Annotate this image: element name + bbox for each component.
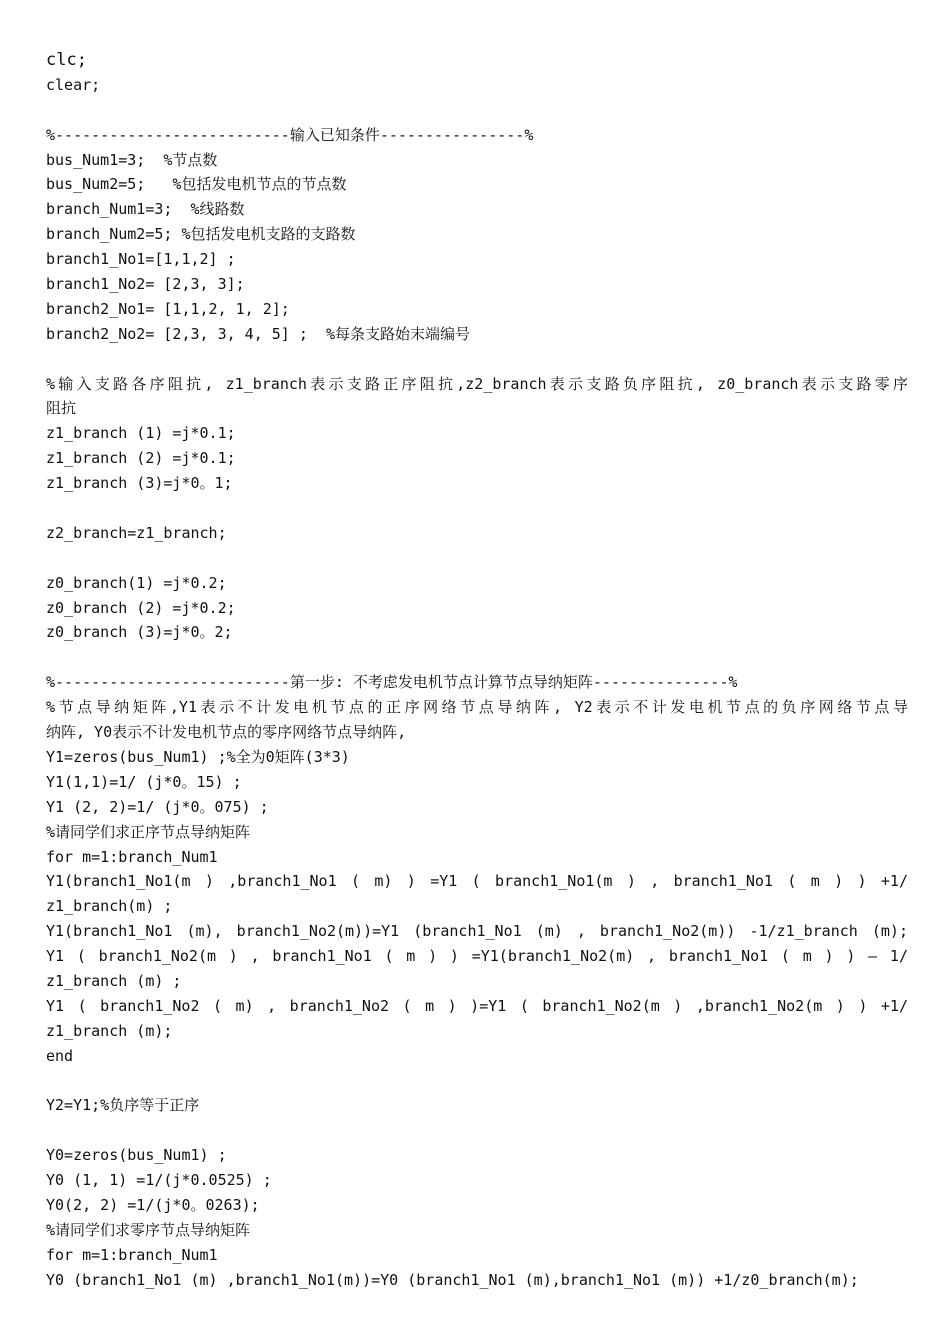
blank-line [46, 98, 908, 123]
code-line: z1_branch (3)=j*0。1; [46, 474, 233, 493]
code-line: z2_branch=z1_branch; [46, 523, 227, 542]
comment-line: %输入支路各序阻抗, z1_branch表示支路正序阻抗,z2_branch表示支路负序阻抗, z0_branch表示支路零序 [46, 374, 908, 393]
code-line: Y2=Y1;%负序等于正序 [46, 1096, 200, 1115]
code-line: Y0=zeros(bus_Num1) ; [46, 1146, 227, 1165]
code-line: branch2_No2= [2,3, 3, 4, 5] ; %每条支路始末端编号 [46, 324, 470, 343]
comment-line: %请同学们求零序节点导纳矩阵 [46, 1220, 251, 1239]
code-line: Y1 ( branch1_No2(m ) , branch1_No1 ( m ) ) =Y1(branch1_No2(m) , branch1_No1 ( m ) ) — 1/ [46, 947, 908, 966]
code-line: branch2_No1= [1,1,2, 1, 2]; [46, 299, 290, 318]
comment-line: 纳阵, Y0表示不计发电机节点的零序网络节点导纳阵, [46, 723, 407, 742]
blank-line [46, 1118, 908, 1143]
code-line: Y1(1,1)=1/ (j*0。15) ; [46, 772, 242, 791]
code-line: for m=1:branch_Num1 [46, 847, 218, 866]
code-line: for m=1:branch_Num1 [46, 1245, 218, 1264]
code-line: z1_branch (2) =j*0.1; [46, 449, 236, 468]
code-line: branch_Num1=3; %线路数 [46, 200, 245, 219]
blank-line [46, 645, 908, 670]
code-line: z1_branch (m); [46, 1021, 173, 1040]
code-line: Y0 (1, 1) =1/(j*0.0525) ; [46, 1171, 272, 1190]
comment-line: 阻抗 [46, 399, 77, 418]
code-line: Y1(branch1_No1(m ) ,branch1_No1 ( m) ) =Y1 ( branch1_No1(m ) , branch1_No1 ( m ) ) +1/ [46, 872, 908, 891]
comment-line: %节点导纳矩阵,Y1表示不计发电机节点的正序网络节点导纳阵, Y2表示不计发电机节点的负序网络节点导 [46, 698, 908, 717]
comment-line: %请同学们求正序节点导纳矩阵 [46, 822, 251, 841]
code-line: bus_Num1=3; %节点数 [46, 150, 218, 169]
code-line: branch1_No1=[1,1,2] ; [46, 250, 236, 269]
code-line: Y1=zeros(bus_Num1) ;%全为0矩阵(3*3) [46, 747, 350, 766]
section-header: %--------------------------输入已知条件----------------% [46, 125, 534, 144]
code-line: Y1 ( branch1_No2 ( m) , branch1_No2 ( m ) )=Y1 ( branch1_No2(m ) ,branch1_No2(m ) ) +1/ [46, 996, 908, 1015]
code-line: z0_branch (2) =j*0.2; [46, 598, 236, 617]
blank-line [46, 1069, 908, 1094]
code-line: z1_branch (m) ; [46, 971, 182, 990]
code-line: Y0(2, 2) =1/(j*0。0263); [46, 1195, 260, 1214]
code-line: Y1(branch1_No1 (m), branch1_No2(m))=Y1 (branch1_No1 (m) , branch1_No2(m)) -1/z1_branch (m); [46, 922, 908, 941]
blank-line [46, 496, 908, 521]
code-line: clear; [46, 75, 101, 94]
code-line: end [46, 1046, 74, 1065]
code-line: z1_branch (1) =j*0.1; [46, 424, 236, 443]
code-line: branch_Num2=5; %包括发电机支路的支路数 [46, 225, 356, 244]
blank-line [46, 546, 908, 571]
code-line: Y1 (2, 2)=1/ (j*0。075) ; [46, 797, 269, 816]
code-line: z1_branch(m) ; [46, 897, 173, 916]
blank-line [46, 347, 908, 372]
code-line: clc; [46, 50, 87, 70]
code-line: branch1_No2= [2,3, 3]; [46, 275, 245, 294]
code-line: Y0 (branch1_No1 (m) ,branch1_No1(m))=Y0 (branch1_No1 (m),branch1_No1 (m)) +1/z0_branch(m); [46, 1270, 859, 1289]
code-document [46, 48, 908, 1293]
code-line: z0_branch (3)=j*0。2; [46, 623, 233, 642]
section-header: %--------------------------第一步: 不考虑发电机节点计算节点导纳矩阵---------------% [46, 673, 738, 692]
code-line: z0_branch(1) =j*0.2; [46, 573, 227, 592]
code-line: bus_Num2=5; %包括发电机节点的节点数 [46, 175, 347, 194]
